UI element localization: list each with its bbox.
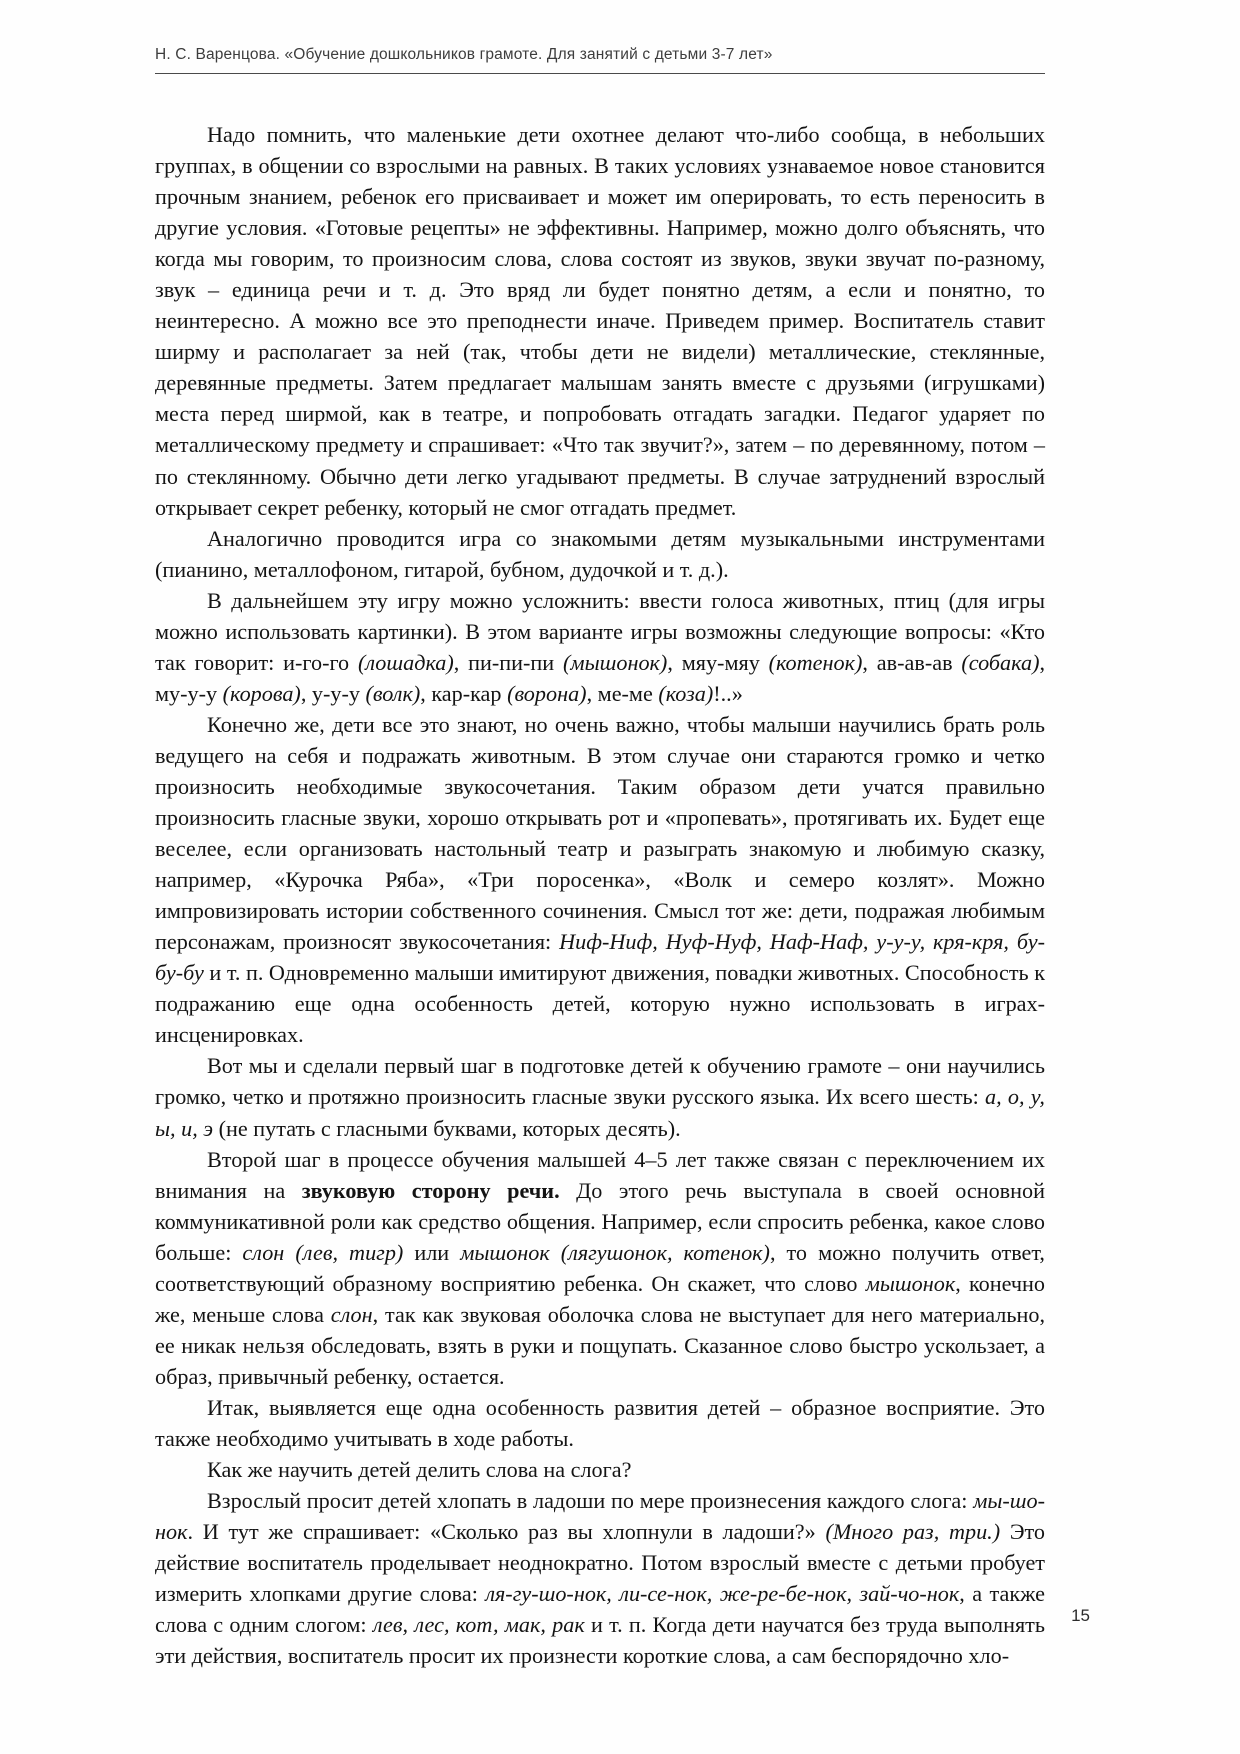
- text-run: и т. п. Одновременно малыши имитируют движения, повадки животных. Способность к подражанию еще одна особенность детей, которую нужно использовать в играх-инсценировках.: [155, 960, 1045, 1048]
- text-run: или: [403, 1239, 461, 1265]
- text-run: , ме-ме: [586, 680, 659, 706]
- emphasis-italic: мы-шо-нок: [155, 1488, 1045, 1545]
- text-run: !..»: [713, 680, 743, 706]
- text-run: и т. п. Когда дети научатся без труда выполнять эти действия, воспитатель просит их произнести короткие слова, а сам беспорядочно хло-: [155, 1612, 1045, 1669]
- text-run: Как же научить детей делить слова на слога?: [207, 1457, 632, 1483]
- text-run: , конечно же, меньше слова: [155, 1270, 1045, 1327]
- text-run: , так как звуковая оболочка слова не выступает для него материально, ее никак нельзя обследовать, взять в руки и пощупать. Сказанное слово быстро ускользает, а образ, привычный ребенку, остается.: [155, 1301, 1046, 1389]
- running-header-title: Н. С. Варенцова. «Обучение дошкольников грамоте. Для занятий с детьми 3-7 лет»: [155, 46, 773, 63]
- emphasis-italic: (лошадка): [357, 649, 454, 675]
- text-run: Аналогично проводится игра со знакомыми детям музыкальными инструментами (пианино, металлофоном, гитарой, бубном, дудочкой и т. д.).: [155, 525, 1045, 582]
- page-number: 15: [1071, 1606, 1090, 1625]
- emphasis-italic: а, о, у, ы, и, э: [155, 1084, 1045, 1141]
- text-run: Надо помнить, что маленькие дети охотнее делают что-либо сообща, в небольших группах, в общении со взрослыми на равных. В таких условиях узнаваемое новое становится прочным знанием, ребенок его присваивает и может им оперировать, то есть переносить в другие условия. «Готовые рецепты» не эффективны. Например, можно долго объяснять, что когда мы говорим, то произносим слова, слова состоят из звуков, звуки звучат по-разному, звук – единица речи и т. д. Это вряд ли будет понятно детям, а если и понятно, то неинтересно. А можно все это преподнести иначе. Приведем пример. Воспитатель ставит ширму и располагает за ней (так, чтобы дети не видели) металлические, стеклянные, деревянные предметы. Затем предлагает малышам занять вместе с друзьями (игрушками) места перед ширмой, как в театре, и попробовать отгадать загадки. Педагог ударяет по металлическому предмету и спрашивает: «Что так звучит?», затем – по деревянному, потом – по стеклянному. Обычно дети легко угадывают предметы. В случае затруднений взрослый открывает секрет ребенку, который не смог отгадать предмет.: [155, 122, 1045, 520]
- paragraph: [155, 1485, 1045, 1671]
- header-divider-rule: [155, 73, 1045, 74]
- paragraph: [155, 709, 1045, 1051]
- text-run: , му-у-у: [155, 649, 1045, 706]
- emphasis-italic: (мышонок): [563, 649, 668, 675]
- text-run: , ав-ав-ав: [862, 649, 962, 675]
- running-header: [155, 46, 1045, 74]
- text-run: (не путать с гласными буквами, которых десять).: [213, 1115, 681, 1141]
- emphasis-italic: (Много раз, три.): [825, 1519, 1001, 1545]
- paragraph: [155, 1454, 1045, 1485]
- paragraph: [155, 1050, 1045, 1143]
- paragraph: [155, 1144, 1045, 1392]
- body-text-column: [155, 119, 1045, 1671]
- text-run: . И тут же спрашивает: «Сколько раз вы хлопнули в ладоши?»: [187, 1519, 826, 1545]
- text-run: , то можно получить ответ, соответствующий образному восприятию ребенка. Он скажет, что слово: [155, 1239, 1045, 1296]
- text-run: Это действие воспитатель проделывает неоднократно. Потом взрослый вместе с детьми пробует измерить хлопками другие слова:: [155, 1519, 1045, 1607]
- text-run: Вот мы и сделали первый шаг в подготовке детей к обучению грамоте – они научились громко, четко и протяжно произносить гласные звуки русского языка. Их всего шесть:: [155, 1053, 1045, 1110]
- text-run: Взрослый просит детей хлопать в ладоши по мере произнесения каждого слога:: [207, 1488, 974, 1514]
- emphasis-italic: мышонок: [865, 1270, 956, 1296]
- emphasis-italic: (корова): [222, 680, 301, 706]
- paragraph: [155, 1392, 1045, 1454]
- text-run: , кар-кар: [420, 680, 508, 706]
- emphasis-italic: лев, лес, кот, мак, рак: [372, 1612, 585, 1638]
- paragraph: [155, 119, 1045, 523]
- text-run: Итак, выявляется еще одна особенность развития детей – образное восприятие. Это также необходимо учитывать в ходе работы.: [155, 1394, 1045, 1451]
- emphasis-italic: (волк): [365, 680, 421, 706]
- text-run: В дальнейшем эту игру можно усложнить: ввести голоса животных, птиц (для игры можно использовать картинки). В этом варианте игры возможны следующие вопросы: «Кто так говорит: и-го-го: [155, 587, 1045, 675]
- emphasis-italic: мышонок (лягушонок, котенок): [460, 1239, 770, 1265]
- text-run: , а также слова с одним слогом:: [155, 1581, 1045, 1638]
- emphasis-italic: Ниф-Ниф, Нуф-Нуф, Наф-Наф, у-у-у, кря-кря, бу-бу-бу: [155, 929, 1045, 986]
- paragraph: [155, 523, 1045, 585]
- text-run: , у-у-у: [300, 680, 366, 706]
- emphasis-italic: (ворона): [507, 680, 587, 706]
- emphasis-bold: звуковую сторону речи.: [301, 1177, 560, 1203]
- emphasis-italic: (собака): [961, 649, 1040, 675]
- emphasis-italic: слон: [330, 1301, 373, 1327]
- text-run: Конечно же, дети все это знают, но очень важно, чтобы малыши научились брать роль ведущего на себя и подражать животным. В этом случае они стараются громко и четко произносить необходимые звукосочетания. Таким образом дети учатся правильно произносить гласные звуки, хорошо открывать рот и «пропевать», протягивать их. Будет еще веселее, если организовать настольный театр и разыграть знакомую и любимую сказку, например, «Курочка Ряба», «Три поросенка», «Волк и семеро козлят». Можно импровизировать истории собственного сочинения. Смысл тот же: дети, подражая любимым персонажам, произносят звукосочетания:: [155, 711, 1045, 955]
- text-run: Второй шаг в процессе обучения малышей 4–5 лет также связан с переключением их внимания на: [155, 1146, 1045, 1203]
- emphasis-italic: слон (лев, тигр): [242, 1239, 404, 1265]
- emphasis-italic: (котенок): [768, 649, 863, 675]
- emphasis-italic: ля-гу-шо-нок, ли-се-нок, же-ре-бе-нок, зай-чо-нок: [485, 1581, 960, 1607]
- text-run: , мяу-мяу: [667, 649, 769, 675]
- emphasis-italic: (коза): [658, 680, 714, 706]
- text-run: , пи-пи-пи: [453, 649, 564, 675]
- text-run: До этого речь выступала в своей основной коммуникативной роли как средство общения. Например, если спросить ребенка, какое слово больше:: [155, 1177, 1045, 1265]
- paragraph: [155, 585, 1045, 709]
